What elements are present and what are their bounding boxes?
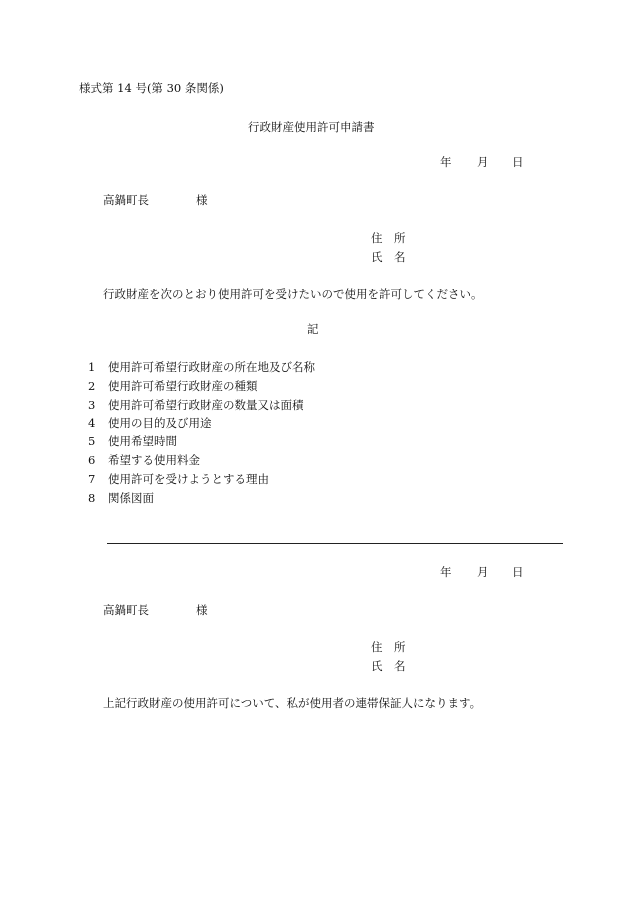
item-number: 6	[88, 453, 96, 467]
day-label: 日	[512, 155, 524, 169]
addressee-name: 高鍋町長	[103, 193, 149, 207]
item-number: 8	[88, 491, 96, 505]
item-text: 使用許可希望行政財産の所在地及び名称	[108, 360, 315, 374]
year-label: 年	[440, 155, 452, 169]
list-item	[88, 360, 315, 374]
item-text: 使用許可希望行政財産の種類	[108, 379, 258, 393]
note-heading: 記	[307, 322, 319, 336]
item-number: 4	[88, 416, 96, 430]
month-label: 月	[477, 155, 489, 169]
guarantor-addressee-honorific: 様	[196, 603, 208, 617]
name-label: 氏 名	[371, 250, 406, 264]
guarantor-name-label: 氏 名	[371, 659, 406, 673]
day-label: 日	[512, 565, 524, 579]
item-number: 2	[88, 379, 96, 393]
item-text: 使用の目的及び用途	[108, 416, 212, 430]
year-label: 年	[440, 565, 452, 579]
item-text: 使用許可希望行政財産の数量又は面積	[108, 398, 304, 412]
addressee-honorific: 様	[196, 193, 208, 207]
list-item	[88, 398, 304, 412]
item-number: 7	[88, 472, 96, 486]
item-text: 希望する使用料金	[108, 453, 200, 467]
section-divider	[107, 543, 563, 544]
month-label: 月	[477, 565, 489, 579]
item-text: 使用希望時間	[108, 434, 177, 448]
guarantor-statement: 上記行政財産の使用許可について、私が使用者の連帯保証人になります。	[103, 696, 482, 710]
list-item	[88, 416, 212, 430]
item-text: 使用許可を受けようとする理由	[108, 472, 269, 486]
form-title: 行政財産使用許可申請書	[248, 120, 375, 134]
form-number: 様式第 14 号(第 30 条関係)	[79, 81, 224, 95]
list-item	[88, 379, 258, 393]
address-label: 住 所	[371, 231, 406, 245]
guarantor-addressee-name: 高鍋町長	[103, 603, 149, 617]
item-number: 3	[88, 398, 96, 412]
list-item	[88, 491, 154, 505]
list-item	[88, 434, 177, 448]
item-text: 関係図面	[108, 491, 154, 505]
request-text: 行政財産を次のとおり使用許可を受けたいので使用を許可してください。	[103, 287, 483, 301]
item-number: 5	[88, 434, 96, 448]
item-number: 1	[88, 360, 96, 374]
list-item	[88, 453, 200, 467]
list-item	[88, 472, 269, 486]
guarantor-address-label: 住 所	[371, 640, 406, 654]
